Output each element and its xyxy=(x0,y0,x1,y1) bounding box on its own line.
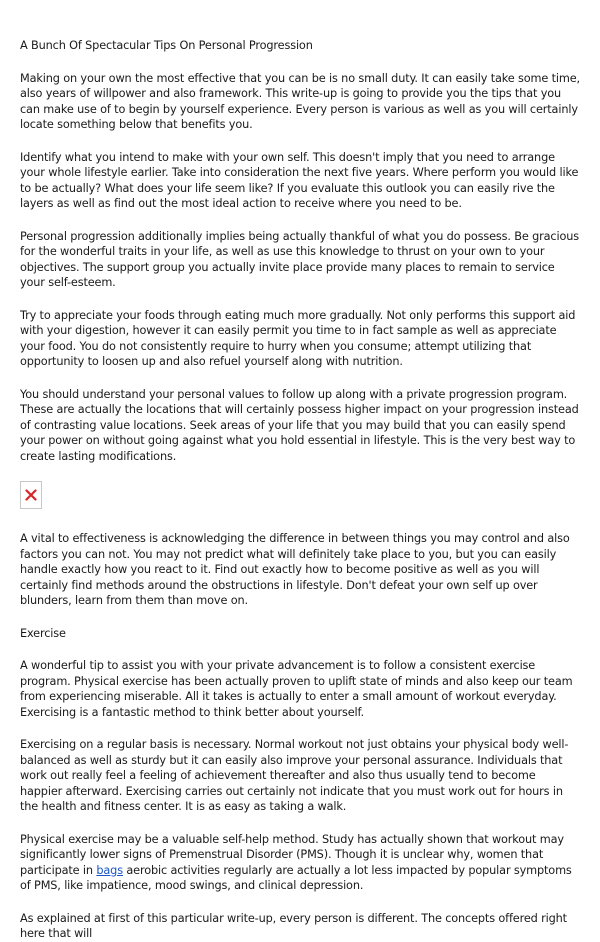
paragraph-intro: Making on your own the most effective that you can be is no small duty. It can easily take some time, also years of willpower and also framework. This write-up is going to provide you the tips that you can make use of to begin by yourself experience. Every person is various as well as you will certainly locate something below that benefits you. xyxy=(20,71,580,131)
broken-image-icon xyxy=(25,489,37,501)
paragraph-gratitude: Personal progression additionally implies being actually thankful of what you do possess. Be gracious for the wonderful traits in your life, as well as use this knowledge to thrust on your own to your objectives. The support group you actually invite place provide many places to remain to service your self-esteem. xyxy=(20,229,579,289)
paragraph-text-after-link: aerobic activities regularly are actually a lot less impacted by popular symptoms of PMS, like impatience, mood swings, and clinical depression. xyxy=(20,863,572,892)
paragraph-exercise-regular: Exercising on a regular basis is necessary. Normal workout not just obtains your physical body well-balanced as well as sturdy but it can easily also improve your personal assurance. Individuals that work out really feel a feeling of achievement thereafter and also thus usually tend to become happier afterward. Exercising carries out certainly not indicate that you must work out for hours in the health and fitness center. It is as easy as taking a walk. xyxy=(20,738,569,813)
paragraph-control: A vital to effectiveness is acknowledging the difference in between things you may control and also factors you can not. You may not predict what will definitely take place to you, but you can easily handle exactly how you react to it. Find out exactly how to become positive as well as you will certainly find methods around the obstructions in lifestyle. Don't defeat your own self up over blunders, learn from them than move on. xyxy=(20,532,570,607)
paragraph-exercise-program: A wonderful tip to assist you with your private advancement is to follow a consistent exercise program. Physical exercise has been actually proven to uplift state of minds and also keep our team from experiencing miserable. All it takes is actually to enter a small amount of workout everyday. Exercising is a fantastic method to think better about yourself. xyxy=(20,659,573,719)
paragraph-goals: Identify what you intend to make with your own self. This doesn't imply that you need to arrange your whole lifestyle earlier. Take into consideration the next five years. Where perform you would like to be actually? What does your life seem like? If you evaluate this outlook you can easily rive the layers as well as find out the most ideal action to receive where you need to be. xyxy=(20,150,579,210)
paragraph-text-before-link: Physical exercise may be a valuable self-help method. Study has actually shown that workout may significantly lower signs of Premenstrual Disorder (PMS). Though it is unclear why, women that participate in xyxy=(20,832,564,877)
bags-link[interactable]: bags xyxy=(96,863,123,877)
paragraph-eating: Try to appreciate your foods through eating much more gradually. Not only performs this support aid with your digestion, however it can easily permit you time to in fact sample as well as appreciate your food. You do not consistently require to hurry when you consume; attempt utilizing that opportunity to loosen up and also refuel yourself along with nutrition. xyxy=(20,308,576,368)
section-heading-exercise: Exercise xyxy=(20,626,66,640)
paragraph-values: You should understand your personal values to follow up along with a private progression program. These are actually the locations that will certainly possess higher impact on your progression instead of contrasting value locations. Seek areas of your life that you may build that you can easily spend your power on without going against what you hold essential in lifestyle. This is the very best way to create lasting modifications. xyxy=(20,387,579,463)
paragraph-conclusion: As explained at first of this particular write-up, every person is different. The concepts offered right here that will xyxy=(20,911,567,940)
paragraph-exercise-selfhelp xyxy=(20,832,580,894)
article-title: A Bunch Of Spectacular Tips On Personal Progression xyxy=(20,39,313,52)
broken-image xyxy=(20,481,42,509)
